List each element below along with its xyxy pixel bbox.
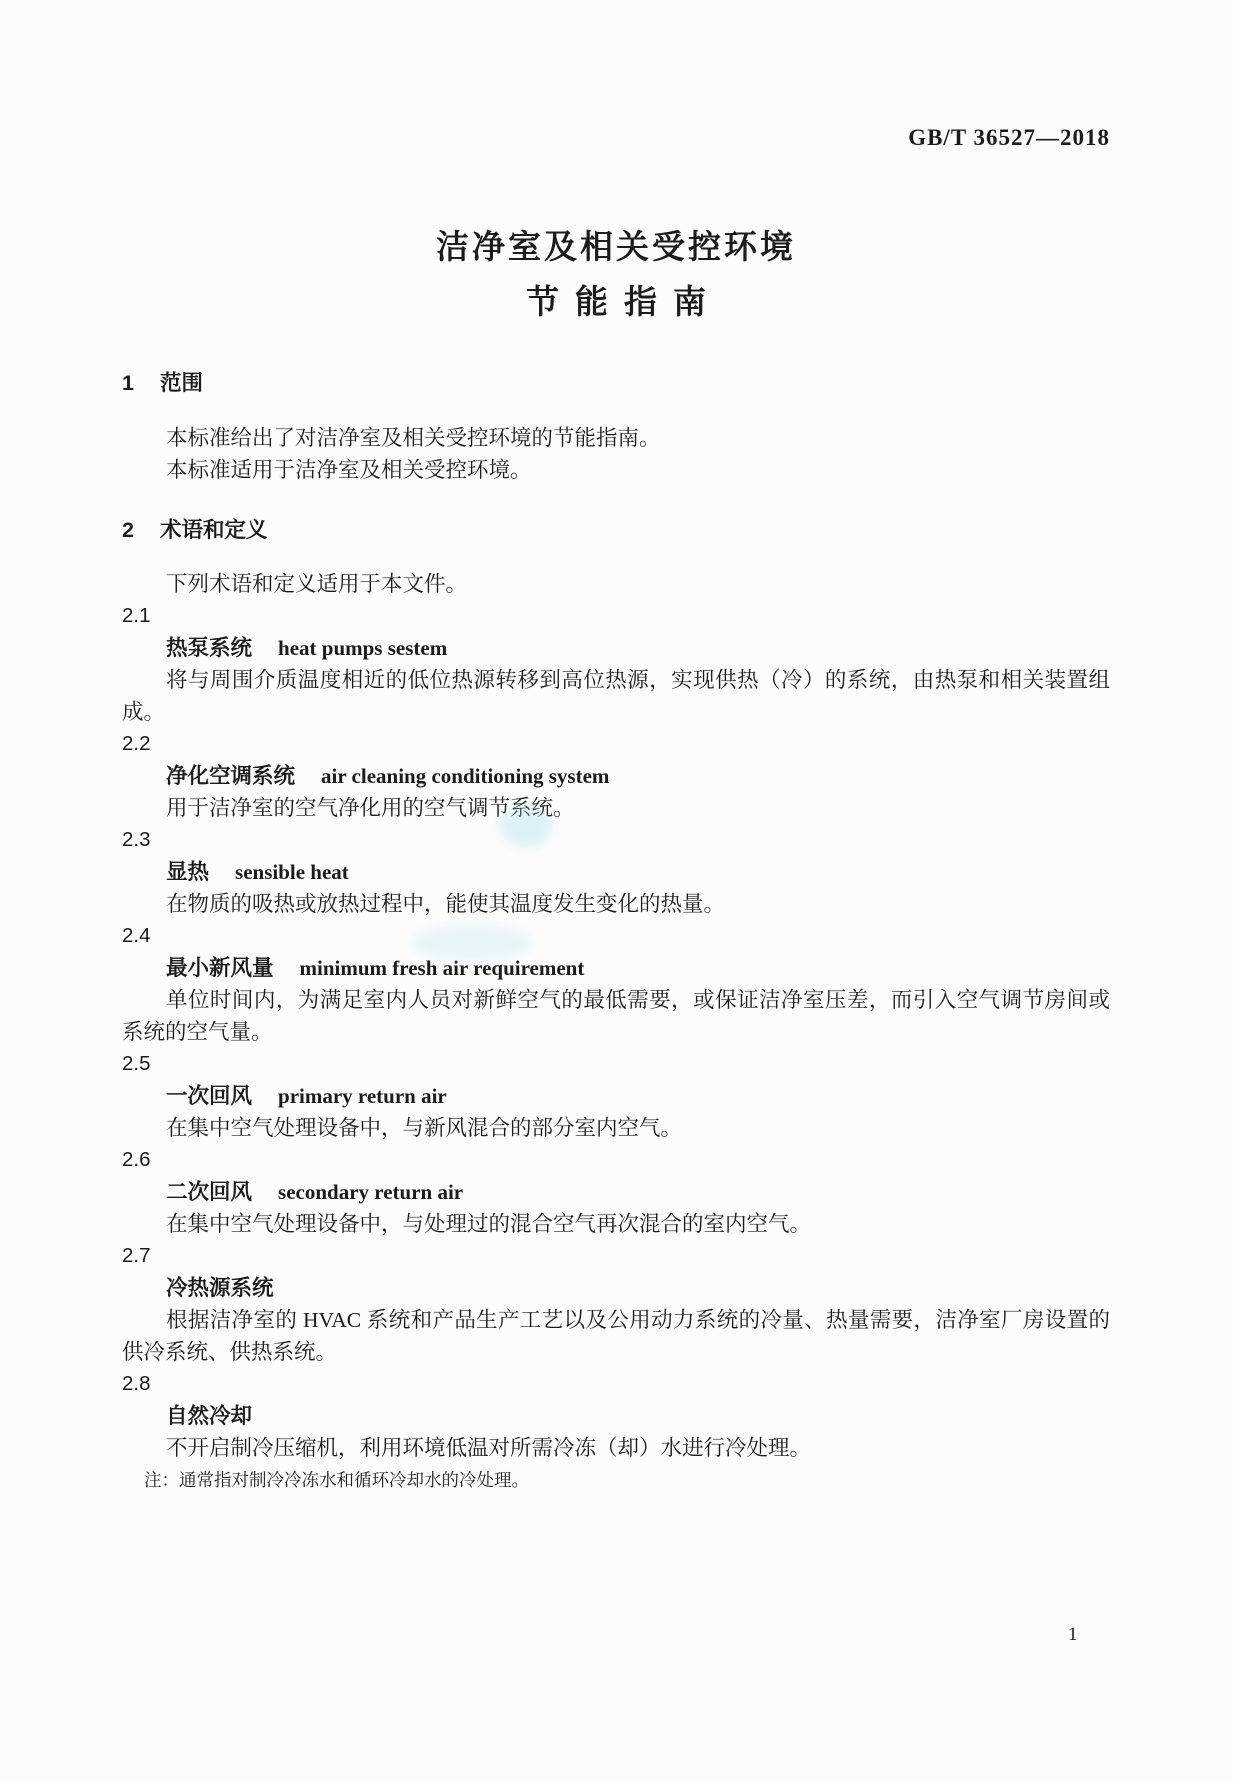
term-block-2-8	[122, 1368, 1110, 1496]
title-line-2	[122, 274, 1110, 329]
clause-number: 2.2	[122, 732, 151, 755]
term-name-en: heat pumps sestem	[278, 636, 448, 660]
term-line	[122, 1400, 1110, 1432]
term-name-en: sensible heat	[235, 860, 349, 884]
terms-list	[122, 600, 1110, 1496]
section-heading-scope	[122, 367, 1110, 399]
term-definition: 在集中空气处理设备中，与处理过的混合空气再次混合的室内空气。	[166, 1212, 812, 1236]
title-line-1: 洁净室及相关受控环境	[436, 228, 796, 265]
term-name-zh: 二次回风	[166, 1180, 253, 1204]
standard-number: GB/T 36527—2018	[908, 125, 1110, 150]
term-name-zh: 显热	[166, 860, 210, 884]
term-block-2-4	[122, 920, 1110, 1048]
term-name-en: primary return air	[278, 1084, 447, 1108]
term-name-zh: 一次回风	[166, 1084, 253, 1108]
document-title	[122, 219, 1110, 329]
term-block-2-5	[122, 1048, 1110, 1144]
scope-paragraph: 本标准给出了对洁净室及相关受控环境的节能指南。	[166, 426, 661, 450]
term-block-2-2	[122, 728, 1110, 824]
term-line	[122, 952, 1110, 984]
term-name-zh: 自然冷却	[166, 1404, 253, 1428]
section-label: 范围	[159, 371, 203, 395]
scope-paragraphs	[122, 422, 1110, 486]
term-block-2-3	[122, 824, 1110, 920]
term-line	[122, 1272, 1110, 1304]
clause-number: 2.4	[122, 924, 151, 947]
terms-intro-paragraph: 下列术语和定义适用于本文件。	[166, 572, 468, 596]
term-line	[122, 632, 1110, 664]
section-label: 术语和定义	[159, 518, 268, 542]
term-name-zh: 冷热源系统	[166, 1276, 274, 1300]
term-definition: 将与周围介质温度相近的低位热源转移到高位热源，实现供热（冷）的系统，由热泵和相关装置组成。	[122, 668, 1110, 724]
term-name-en: minimum fresh air requirement	[299, 956, 585, 980]
clause-number: 2.1	[122, 604, 151, 627]
clause-number: 2.6	[122, 1148, 151, 1171]
section-heading-terms	[122, 514, 1110, 546]
term-name-zh: 热泵系统	[166, 636, 253, 660]
clause-number: 2.7	[122, 1244, 151, 1267]
term-definition: 用于洁净室的空气净化用的空气调节系统。	[166, 796, 575, 820]
term-line	[122, 856, 1110, 888]
page-number: 1	[1068, 1624, 1078, 1645]
title-line-2-text: 节能指南	[526, 283, 722, 320]
term-definition: 不开启制冷压缩机，利用环境低温对所需冷冻（却）水进行冷处理。	[166, 1436, 812, 1460]
term-line	[122, 1176, 1110, 1208]
clause-number: 2.3	[122, 828, 151, 851]
term-name-zh: 净化空调系统	[166, 764, 296, 788]
term-definition: 根据洁净室的 HVAC 系统和产品生产工艺以及公用动力系统的冷量、热量需要，洁净室厂房设置的供冷系统、供热系统。	[122, 1308, 1110, 1364]
term-name-en: air cleaning conditioning system	[321, 764, 610, 788]
term-block-2-1	[122, 600, 1110, 728]
term-block-2-7	[122, 1240, 1110, 1368]
term-definition: 在物质的吸热或放热过程中，能使其温度发生变化的热量。	[166, 892, 726, 916]
term-note: 注：通常指对制冷冷冻水和循环冷却水的冷处理。	[144, 1470, 529, 1490]
section-number: 1	[122, 371, 134, 395]
section-number: 2	[122, 518, 134, 542]
clause-number: 2.5	[122, 1052, 151, 1075]
term-line	[122, 760, 1110, 792]
term-block-2-6	[122, 1144, 1110, 1240]
term-name-zh: 最小新风量	[166, 956, 274, 980]
clause-number: 2.8	[122, 1372, 151, 1395]
term-name-en: secondary return air	[278, 1180, 464, 1204]
scope-paragraph: 本标准适用于洁净室及相关受控环境。	[166, 458, 532, 482]
term-line	[122, 1080, 1110, 1112]
term-definition: 在集中空气处理设备中，与新风混合的部分室内空气。	[166, 1116, 683, 1140]
term-definition: 单位时间内，为满足室内人员对新鲜空气的最低需要，或保证洁净室压差，而引入空气调节房间或系统的空气量。	[122, 988, 1110, 1044]
